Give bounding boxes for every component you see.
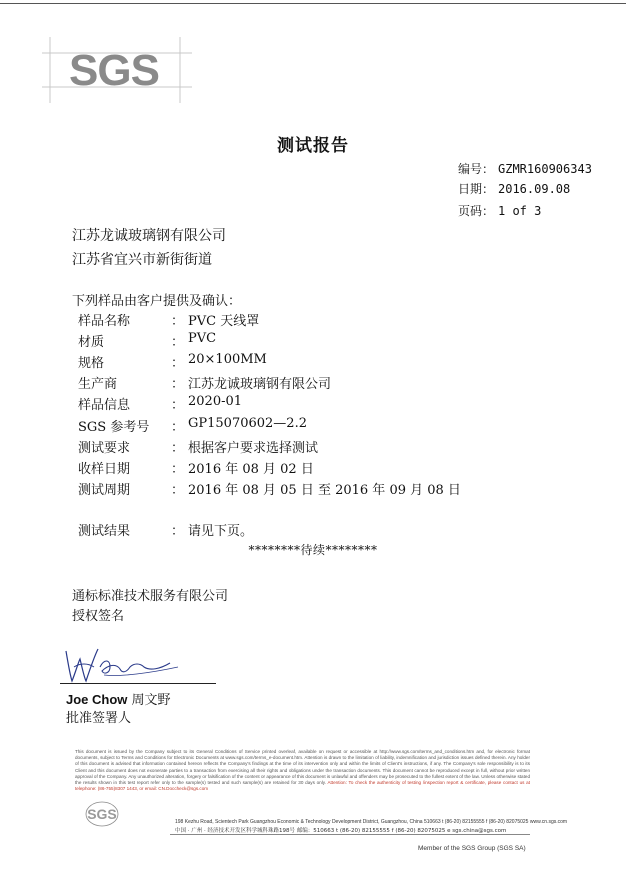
row-label: 测试周期 (78, 483, 131, 498)
row-separator: ： (171, 483, 185, 498)
row-label: 样品信息 (78, 398, 131, 413)
row-separator: ： (171, 462, 185, 477)
signature-line (60, 683, 216, 684)
row-value: 江苏龙诚玻璃钢有限公司 (188, 377, 332, 392)
report-date (458, 181, 570, 197)
row-label: 样品名称 (78, 314, 131, 329)
sample-intro: 下列样品由客户提供及确认： (72, 294, 242, 309)
disclaimer-text: This document is issued by the Company subject to its General Conditions of Service printed overleaf, available on request or accessible at http://www.sgs.com/terms_and_conditions.htm and, for electronic format documents, subject to Terms and Conditions for Electronic Documents at www.sgs.com/terms_e-document.htm. Attention is drawn to the limitation of liability, indemnification and jurisdiction issues defined therein. Any holder of this document is advised that information contained hereon reflects the Company's findings at the time of its intervention only and within the limits of Client's instructions, if any. The Company's sole responsibility is to its Client and this document does not exonerate parties to a transaction from exercising all their rights and obligations under the transaction documents. This document cannot be reproduced except in full, without prior written approval of the Company. Any unauthorized alteration, forgery or falsification of the content or appearance of this document is unlawful and offenders may be prosecuted to the fullest extent of the law. Unless otherwise stated the results shown in this test report refer only to the sample(s) tested and such sample(s) are retained for 30 days only. (75, 749, 530, 786)
row-separator: ： (171, 398, 185, 413)
signatory-name-en: Joe Chow (66, 692, 128, 707)
authorized-signature-label: 授权签名 (72, 609, 125, 624)
signatory-name (66, 689, 171, 708)
result-separator: ： (171, 524, 185, 539)
row-separator: ： (171, 335, 185, 350)
sgs-group-member: Member of the SGS Group (SGS SA) (418, 845, 526, 852)
row-value: 2020-01 (188, 394, 243, 409)
report-page-value: 1 of 3 (498, 204, 542, 218)
report-page-label: 页码： (458, 204, 495, 218)
footer-disclaimer (75, 749, 530, 792)
footer-address-en: 198 Kezhu Road, Scientech Park Guangzhou Economic & Technology Development District, Guangzhou, China 510663 t (86-20) 82155555 f (86-20) 82075025 www.cn.sgs.com (175, 819, 568, 825)
row-separator: ： (171, 441, 185, 456)
row-label: 材质 (78, 335, 105, 350)
client-name: 江苏龙诚玻璃钢有限公司 (72, 228, 226, 244)
report-number-label: 编号： (458, 162, 495, 176)
handwritten-signature (60, 637, 180, 687)
row-value: GP15070602—2.2 (188, 416, 307, 431)
row-value: 2016 年 08 月 05 日 至 2016 年 09 月 08 日 (188, 483, 461, 498)
row-value: 20×100MM (188, 352, 267, 367)
row-value: 2016 年 08 月 02 日 (188, 462, 314, 477)
report-number (458, 161, 592, 177)
sgs-logo-text: SGS (69, 46, 159, 95)
report-date-label: 日期： (458, 182, 495, 196)
row-separator: ： (171, 420, 185, 435)
row-separator: ： (171, 377, 185, 392)
row-separator: ： (171, 356, 185, 371)
footer-rule (170, 834, 530, 835)
row-label: 规格 (78, 356, 105, 371)
approver-title: 批准签署人 (66, 711, 132, 726)
report-page (458, 203, 541, 219)
footer-sgs-seal (72, 792, 172, 852)
row-label: 测试要求 (78, 441, 131, 456)
row-label: 生产商 (78, 377, 118, 392)
result-label: 测试结果 (78, 524, 131, 539)
row-value: PVC (188, 331, 217, 346)
footer-address-cn: 中国 · 广州 · 经济技术开发区科学城科珠路198号 邮编：510663 t (86-20) 82155555 f (86-20) 82075025 e sgs.china@sgs.com (175, 828, 507, 834)
attention-text: Attention: To check the authenticity of testing /inspection report & certificate, please contact us at telephone: (86-755)8307 1443, or email: CN.Doccheck@sgs.com (75, 780, 531, 792)
sgs-company-name: 通标标准技术服务有限公司 (72, 589, 229, 604)
report-date-value: 2016.09.08 (498, 182, 571, 196)
row-value: PVC 天线罩 (188, 314, 260, 329)
row-value: 根据客户要求选择测试 (188, 441, 319, 456)
row-label: 收样日期 (78, 462, 131, 477)
row-label: SGS 参考号 (78, 420, 150, 435)
result-value: 请见下页。 (188, 524, 254, 539)
report-title: 测试报告 (277, 136, 349, 156)
signatory-name-cn: 周文野 (131, 693, 171, 708)
top-rule (0, 3, 626, 4)
row-separator: ： (171, 314, 185, 329)
to-be-continued: ********待续******** (248, 543, 378, 557)
report-number-value: GZMR160906343 (498, 162, 592, 176)
sgs-logo (42, 37, 192, 103)
client-address: 江苏省宜兴市新街街道 (72, 252, 212, 268)
footer-logo-text: SGS (87, 806, 117, 822)
